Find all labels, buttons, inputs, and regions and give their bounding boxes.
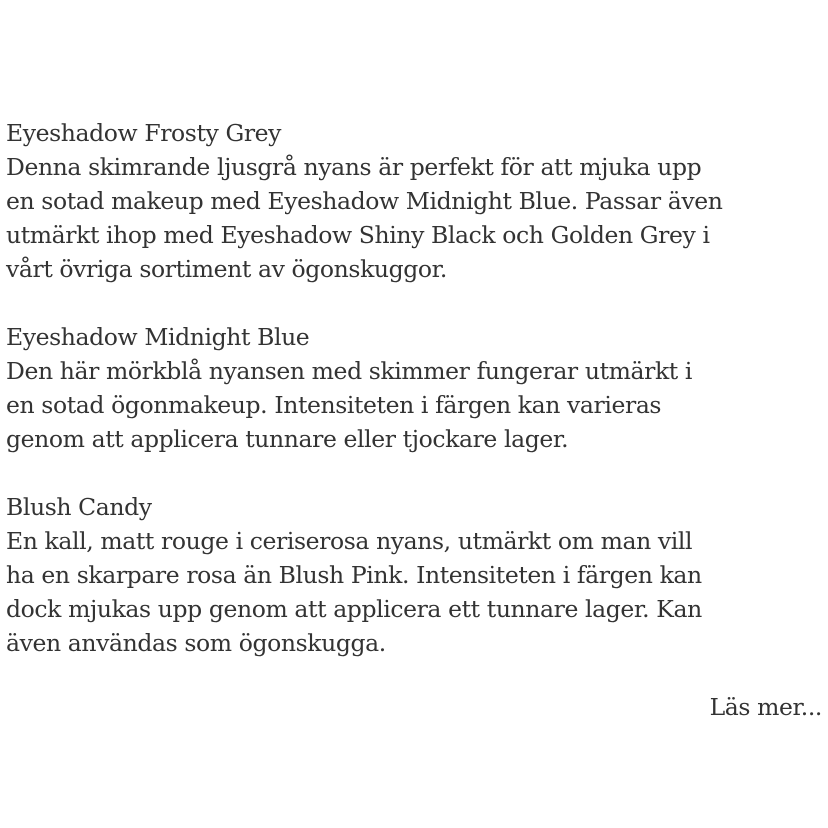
description-line: ha en skarpare rosa än Blush Pink. Intensiteten i färgen kan: [6, 561, 702, 589]
description-line: en sotad makeup med Eyeshadow Midnight Blue. Passar även: [6, 187, 723, 215]
product-descriptions: [6, 116, 824, 694]
description-line: även användas som ögonskugga.: [6, 629, 386, 657]
description-line: en sotad ögonmakeup. Intensiteten i färgen kan varieras: [6, 391, 662, 419]
description-line: genom att applicera tunnare eller tjockare lager.: [6, 425, 569, 453]
product-title: Blush Candy: [6, 493, 152, 521]
description-line: Denna skimrande ljusgrå nyans är perfekt för att mjuka upp: [6, 153, 702, 181]
product-section-midnight-blue: [6, 320, 824, 456]
product-section-frosty-grey: [6, 116, 824, 286]
description-line: En kall, matt rouge i ceriserosa nyans, utmärkt om man vill: [6, 527, 693, 555]
description-line: dock mjukas upp genom att applicera ett tunnare lager. Kan: [6, 595, 702, 623]
product-title: Eyeshadow Midnight Blue: [6, 323, 310, 351]
product-section-blush-candy: [6, 490, 824, 660]
read-more-link[interactable]: Läs mer...: [709, 693, 822, 721]
description-line: Den här mörkblå nyansen med skimmer fungerar utmärkt i: [6, 357, 693, 385]
description-line: vårt övriga sortiment av ögonskuggor.: [6, 255, 447, 283]
product-title: Eyeshadow Frosty Grey: [6, 119, 282, 147]
description-line: utmärkt ihop med Eyeshadow Shiny Black och Golden Grey i: [6, 221, 710, 249]
